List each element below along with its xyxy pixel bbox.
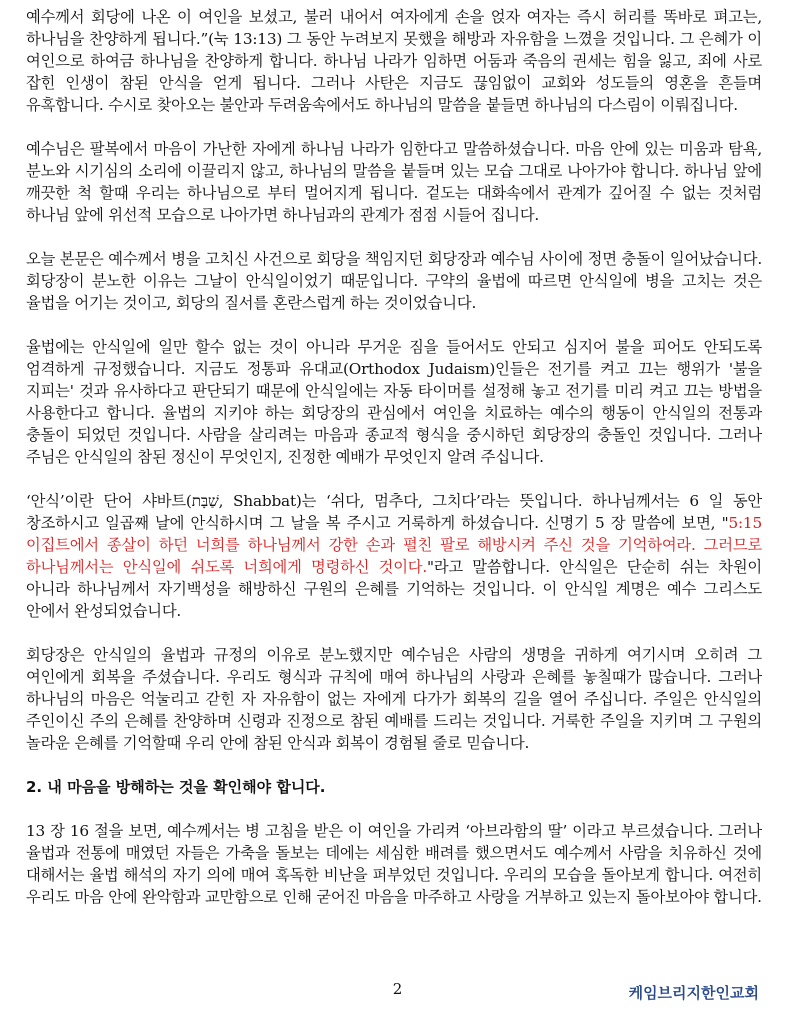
paragraph-5-outro: "라고 말씀합니다. 안식일은 단순히 쉬는 차원이 아니라 하나님께서 자기백성을 해방하신 구원의 은혜를 기억하는 것입니다. 이 안식일 계명은 예수 그리스도 안에서 완성되었습니다. bbox=[26, 558, 762, 620]
paragraph-5-intro: ‘안식’이란 단어 샤바트(שַׁבָּת, Shabbat)는 ‘쉬다, 멈추다, 그치다’라는 뜻입니다. 하나님께서는 6 일 동안 창조하시고 일곱째 날에 안식하시며 그 날을 복 주시고 거룩하게 하셨습니다. 신명기 5 장 말씀에 보면, " bbox=[26, 492, 763, 532]
paragraph-4: 율법에는 안식일에 일만 할수 없는 것이 아니라 무거운 짐을 들어서도 안되고 심지어 불을 피어도 안되도록 엄격하게 규정했습니다. 지금도 정통파 유대교(Orthodox Judaism)인들은 전기를 켜고 끄는 행위가 '불을 지피는' 것과 유사하다고 판단되기 때문에 안식일에는 자동 타이머를 설정해 놓고 전기를 미리 켜고 끄는 방법을 사용한다고 합니다. 율법의 지키야 하는 회당장의 관심에서 여인을 치료하는 예수의 행동이 안식일의 전통과 충돌이 되었던 것입니다. 사람을 살리려는 마음과 종교적 형식을 중시하던 회당장의 충돌인 것입니다. 그러나 주님은 안식일의 참된 정신이 무엇인지, 진정한 예배가 무엇인지 알려 주십니다. bbox=[26, 338, 762, 466]
church-name: 케임브리지한인교회 bbox=[628, 984, 759, 1002]
paragraph-1: 예수께서 회당에 나온 이 여인을 보셨고, 불러 내어서 여자에게 손을 얹자 여자는 즉시 허리를 똑바로 펴고는, 하나님을 찬양하게 됩니다.”(눅 13:13) 그 동안 누려보지 못했을 해방과 자유함을 느꼈을 것입니다. 그 은혜가 이 여인으로 하여금 하나님을 찬양하게 합니다. 하나님 나라가 임하면 어둠과 죽음의 권세는 힘을 잃고, 죄에 사로 잡힌 인생이 참된 안식을 얻게 됩니다. 그러나 사탄은 지금도 끊임없이 교회와 성도들의 영혼을 흔들며 유혹합니다. 수시로 찾아오는 불안과 두려움속에서도 하나님의 말씀을 붙들면 하나님의 다스림이 이뤄집니다. bbox=[26, 8, 762, 114]
paragraph-6: 회당장은 안식일의 율법과 규정의 이유로 분노했지만 예수님은 사람의 생명을 귀하게 여기시며 오히려 그 여인에게 회복을 주셨습니다. 우리도 형식과 규칙에 매여 하나님의 사랑과 은혜를 놓칠때가 많습니다. 그러나 하나님의 마음은 억눌리고 갇힌 자 자유함이 없는 자에게 다가가 회복의 길을 열어 주십니다. 주일은 안식일의 주인이신 주의 은혜를 찬양하며 신령과 진정으로 참된 예배를 드리는 것입니다. 거룩한 주일을 지키며 그 구원의 놀라운 은혜를 기억할때 우리 안에 참된 안식과 회복이 경험될 줄로 믿습니다. bbox=[26, 646, 762, 752]
paragraph-5 bbox=[26, 490, 762, 622]
section-heading: 2. 내 마음을 방해하는 것을 확인해야 합니다. bbox=[26, 778, 326, 796]
page-number: 2 bbox=[392, 980, 403, 998]
paragraph-2: 예수님은 팔복에서 마음이 가난한 자에게 하나님 나라가 임한다고 말씀하셨습니다. 마음 안에 있는 미움과 탐욕, 분노와 시기심의 소리에 이끌리지 않고, 하나님의 말씀을 붙들며 있는 모습 그대로 나아가야 합니다. 하나님 앞에 깨끗한 척 할때 우리는 하나님으로 부터 멀어지게 됩니다. 겉도는 대화속에서 관계가 깊어질 수 없는 것처럼 하나님 앞에 위선적 모습으로 나아가면 하나님과의 관계가 점점 시들어 집니다. bbox=[26, 140, 762, 224]
paragraph-7: 13 장 16 절을 보면, 예수께서는 병 고침을 받은 이 여인을 가리켜 ‘아브라함의 딸’ 이라고 부르셨습니다. 그러나 율법과 전통에 매였던 자들은 가축을 돌보는 데에는 세심한 배려를 했으면서도 예수께서 사람을 치유하신 것에 대해서는 율법 해석의 자기 의에 매여 혹독한 비난을 퍼부었던 것입니다. 우리의 모습을 돌아보게 합니다. 여전히 우리도 마음 안에 완악함과 교만함으로 인해 굳어진 마음을 마주하고 사랑을 거부하고 있는지 돌아보아야 합니다. bbox=[26, 822, 762, 906]
scripture-quote: 5:15 이집트에서 종살이 하던 너희를 하나님께서 강한 손과 펼친 팔로 해방시켜 주신 것을 기억하여라. 그러므로 하나님께서는 안식일에 쉬도록 너희에게 명령하신 것이다. bbox=[26, 514, 762, 576]
paragraph-3: 오늘 본문은 예수께서 병을 고치신 사건으로 회당을 책임지던 회당장과 예수님 사이에 정면 충돌이 일어났습니다. 회당장이 분노한 이유는 그날이 안식일이었기 때문입니다. 구약의 율법에 따르면 안식일에 병을 고치는 것은 율법을 어기는 것이고, 회당의 질서를 혼란스럽게 하는 것이었습니다. bbox=[26, 250, 762, 312]
document-body bbox=[26, 6, 762, 930]
